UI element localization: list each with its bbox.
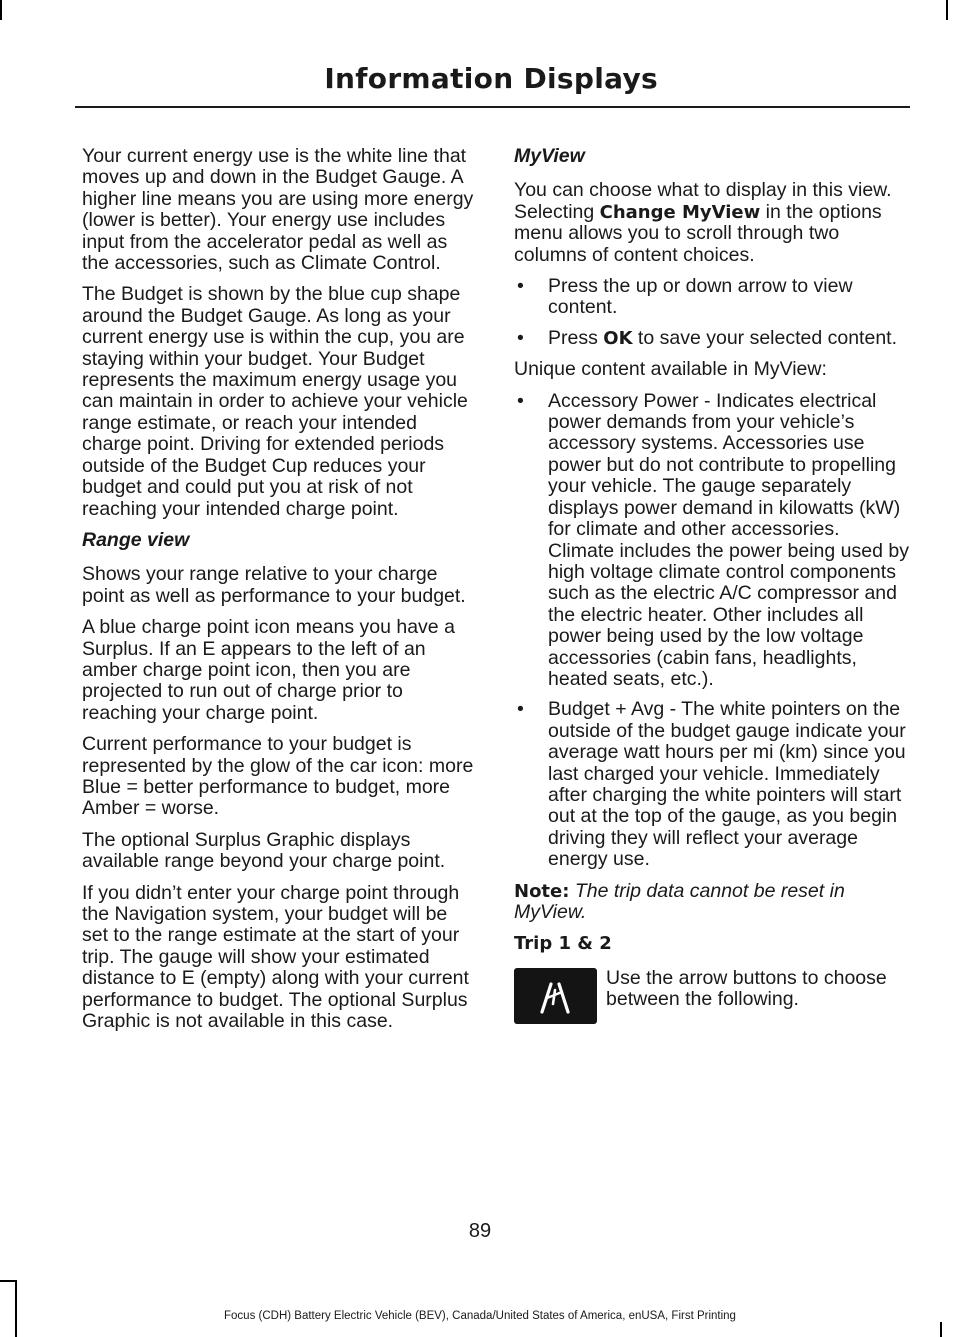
crop-mark-bottom-right: [940, 1322, 942, 1337]
paragraph-no-charge-point: If you didn’t enter your charge point through the Navigation system, your budget will be set to the range estimate at the start of your trip. The gauge will show your estimated distance to E (empty) along with your current performance to budget. The optional Surplus Graphic is not available in this case.: [82, 881, 469, 1033]
trip-block: [514, 968, 909, 1024]
list-item: • Accessory Power - Indicates electrical power demands from your vehicle’s accessory systems. Accessories use power but do not contribute to propelling your vehicle. The gauge separately displays power demand in kilowatts (kW) for climate and other accessories. Climate includes the power being used by high voltage climate control components such as the electric A/C compressor and the electric heater. Other includes all power being used by the low voltage accessories (cabin fans, headlights, heated seats, etc.).: [517, 389, 909, 690]
heading-trip: Trip 1 & 2: [514, 933, 612, 955]
myview-steps-list: [514, 276, 909, 349]
paragraph-current-performance: Current performance to your budget is represented by the glow of the car icon: more Blue = better performance to budget, more Amber = worse.: [82, 733, 474, 820]
heading-range-view: Range view: [82, 528, 190, 551]
paragraph-surplus-graphic: The optional Surplus Graphic displays available range beyond your charge point.: [82, 828, 446, 873]
list-item: • Press OK to save your selected content.: [517, 326, 898, 349]
paragraph-energy-use: Your current energy use is the white line that moves up and down in the Budget Gauge. A higher line means you are using more energy (lower is better). Your energy use includes input from the accelerator pedal as well as the accessories, such as Climate Control.: [82, 145, 474, 275]
page-number: 89: [468, 1220, 492, 1242]
trip-description: Use the arrow buttons to choose between the following.: [606, 966, 887, 1011]
page-header-title: Information Displays: [324, 62, 658, 95]
paragraph-charge-point-icon: A blue charge point icon means you have a Surplus. If an E appears to the left of an amber charge point icon, then you are projected to run out of charge prior to reaching your charge point.: [82, 616, 455, 724]
page-footer: Focus (CDH) Battery Electric Vehicle (BEV), Canada/United States of America, enUSA, First Printing: [224, 1310, 736, 1322]
paragraph-range-shows: Shows your range relative to your charge point as well as performance to your budget.: [82, 563, 466, 607]
list-item: • Budget + Avg - The white pointers on the outside of the budget gauge indicate your average watt hours per mi (km) since you last charged your vehicle. Immediately after charging the white pointers will start out at the top of the gauge, as you begin driving they will reflect your average energy use.: [517, 698, 906, 871]
paragraph-unique-content: Unique content available in MyView:: [514, 358, 827, 381]
crop-mark-bottom-left-v: [15, 1280, 17, 1337]
crop-mark-top-left: [0, 0, 2, 20]
term-change-myview: Change MyView: [599, 201, 761, 223]
note: Note: The trip data cannot be reset in MyView.: [514, 879, 845, 923]
trip-road-icon: [514, 968, 597, 1024]
paragraph-myview-intro: You can choose what to display in this view. Selecting Change MyView in the options menu allows you to scroll through two columns of content choices.: [514, 179, 892, 266]
crop-mark-top-right: [946, 0, 948, 20]
list-item: • Press the up or down arrow to view content.: [517, 275, 853, 319]
left-column: [82, 146, 477, 1042]
term-ok: OK: [603, 327, 633, 349]
heading-myview: MyView: [514, 145, 585, 167]
right-column: [514, 146, 909, 1024]
unique-content-list: [514, 391, 909, 871]
crop-mark-bottom-left: [0, 1280, 16, 1282]
header-divider: [75, 106, 910, 108]
paragraph-budget: The Budget is shown by the blue cup shape around the Budget Gauge. As long as your current energy use is within the cup, you are staying within your budget. Your Budget represents the maximum energy usage you can maintain in order to achieve your vehicle range estimate, or reach your intended charge point. Driving for extended periods outside of the Budget Cup reduces your budget and could put you at risk of not reaching your intended charge point.: [82, 283, 468, 520]
